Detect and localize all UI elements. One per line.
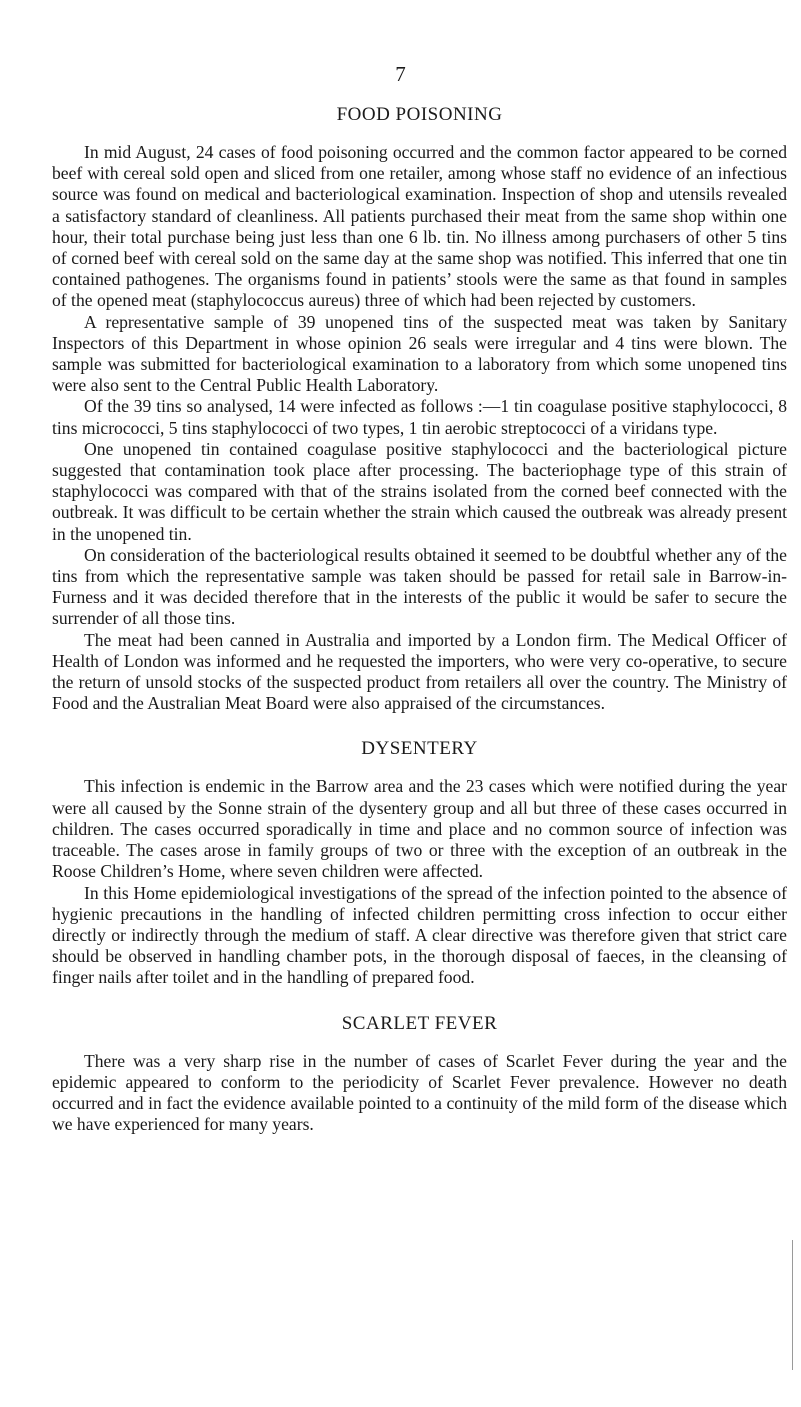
section-dysentery (52, 734, 787, 988)
section-food-poisoning (52, 100, 787, 714)
section-heading-dysentery: DYSENTERY (361, 738, 478, 760)
paragraph: One unopened tin contained coagulase positive staphylococci and the bacteriological picture suggested that contamination took place after processing. The bacteriophage type of this strain of staphylococci was compared with that of the strains isolated from the corned beef connected with the outbreak. It was difficult to be certain whether the strain which caused the outbreak was already present in the unopened tin. (52, 438, 787, 544)
section-heading-food-poisoning: FOOD POISONING (336, 104, 503, 125)
page-body (52, 100, 787, 1135)
page-number: 7 (395, 62, 406, 86)
paragraph: This infection is endemic in the Barrow area and the 23 cases which were notified during the year were all caused by the Sonne strain of the dysentery group and all but three of these cases occurred in children. The cases occurred sporadically in time and place and no common source of infection was traceable. The cases arose in family groups of two or three with the exception of an outbreak in the Roose Children’s Home, where seven children were affected. (52, 776, 787, 882)
section-heading-scarlet-fever: SCARLET FEVER (341, 1012, 498, 1034)
paragraph: In mid August, 24 cases of food poisoning occurred and the common factor appeared to be corned beef with cereal sold open and sliced from one retailer, among whose staff no evidence of an infectious source was found on medical and bacteriological examination. Inspection of shop and utensils revealed a satisfactory standard of cleanliness. All patients purchased their meat from the same shop within one hour, their total purchase being just less than one 6 lb. tin. No illness among purchasers of other 5 tins of corned beef with cereal sold on the same day at the same shop was notified. This inferred that one tin contained pathogenes. The organisms found in patients’ stools were the same as that found in samples of the opened meat (staphylococcus aureus) three of which had been rejected by customers. (52, 142, 787, 311)
page-edge-mark (792, 1240, 793, 1370)
paragraph: A representative sample of 39 unopened tins of the suspected meat was taken by Sanitary Inspectors of this Department in whose opinion 26 seals were irregular and 4 tins were blown. The sample was submitted for bacteriological examination to a laboratory from which some unopened tins were also sent to the Central Public Health Laboratory. (52, 311, 787, 396)
paragraph: On consideration of the bacteriological results obtained it seemed to be doubtful whether any of the tins from which the representative sample was taken should be passed for retail sale in Barrow-in-Furness and it was decided therefore that in the interests of the public it would be safer to secure the surrender of all those tins. (52, 544, 787, 629)
paragraph: Of the 39 tins so analysed, 14 were infected as follows :—1 tin coagulase positive staphylococci, 8 tins micrococci, 5 tins staphylococci of two types, 1 tin aerobic streptococci of a viridans type. (52, 396, 787, 438)
paragraph: In this Home epidemiological investigations of the spread of the infection pointed to the absence of hygienic precautions in the handling of infected children permitting cross infection to occur either directly or indirectly through the medium of staff. A clear directive was therefore given that strict care should be observed in handling chamber pots, in the thorough disposal of faeces, in the cleansing of finger nails after toilet and in the handling of prepared food. (52, 882, 787, 988)
paragraph: There was a very sharp rise in the number of cases of Scarlet Fever during the year and the epidemic appeared to conform to the periodicity of Scarlet Fever prevalence. However no death occurred and in fact the evidence available pointed to a continuity of the mild form of the disease which we have experienced for many years. (52, 1050, 787, 1135)
paragraph: The meat had been canned in Australia and imported by a London firm. The Medical Officer of Health of London was informed and he requested the importers, who were very co-operative, to secure the return of unsold stocks of the suspected product from retailers all over the country. The Ministry of Food and the Australian Meat Board were also appraised of the circumstances. (52, 629, 787, 714)
section-scarlet-fever (52, 1009, 787, 1136)
